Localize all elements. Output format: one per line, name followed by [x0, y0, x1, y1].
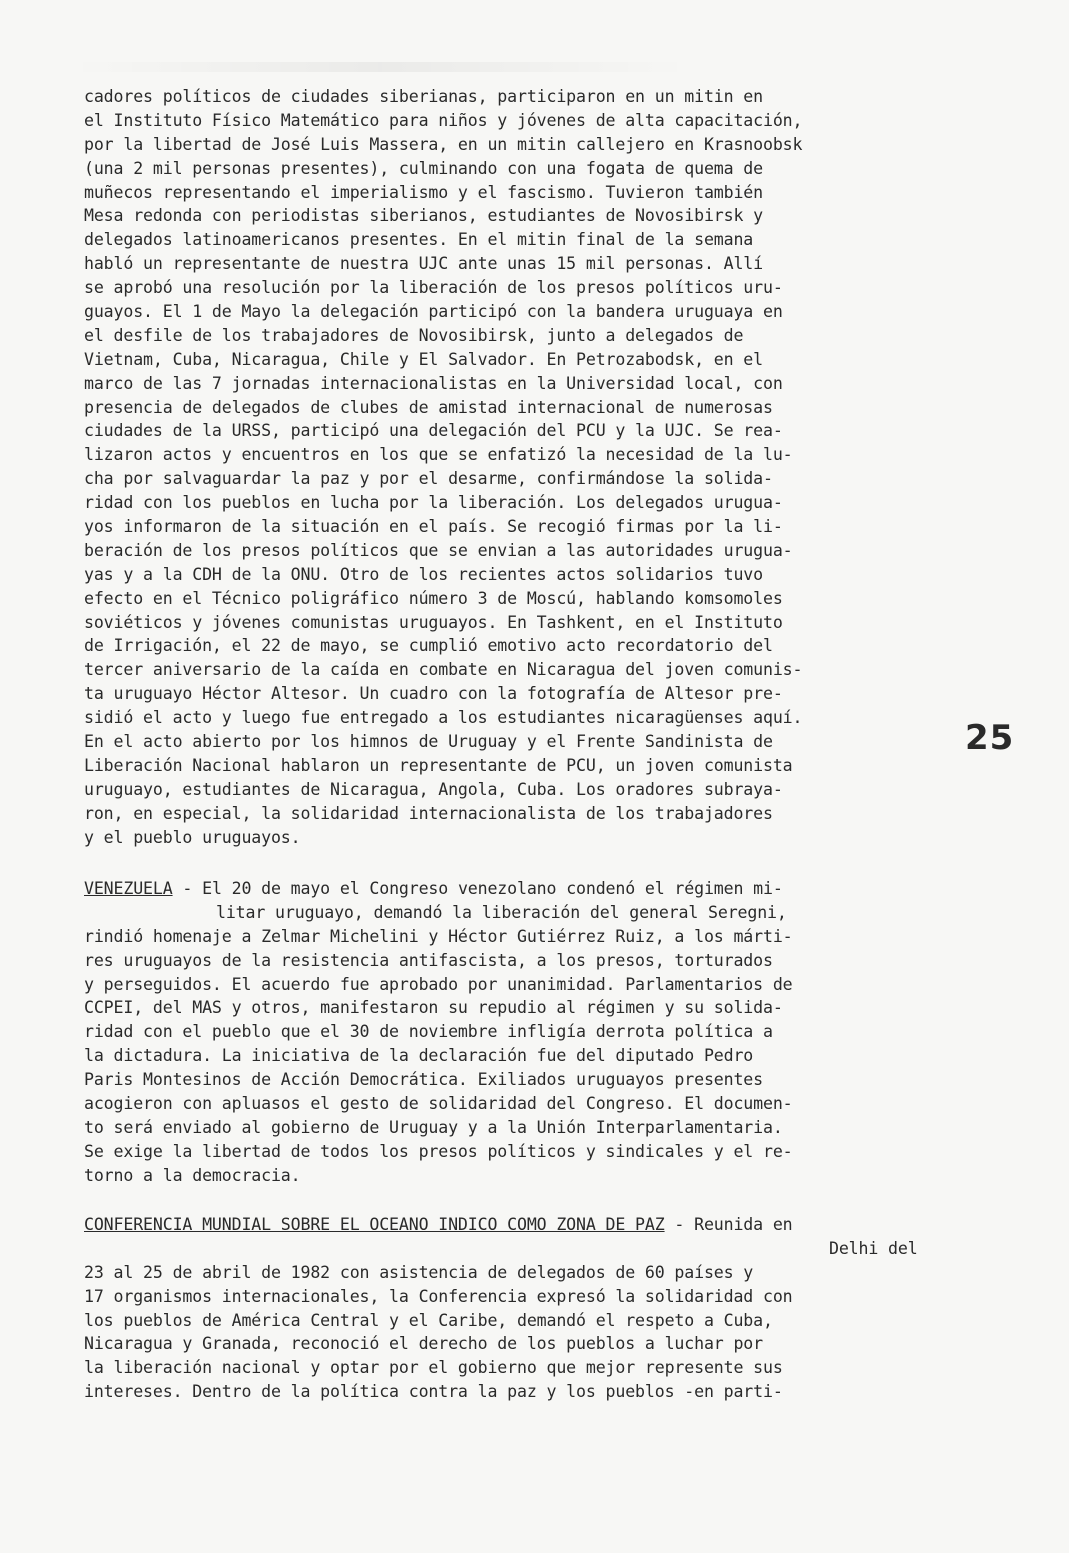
text-line: cha por salvaguardar la paz y por el desarme, confirmándose la solida- [84, 469, 773, 489]
text-line: En el acto abierto por los himnos de Uruguay y el Frente Sandinista de [84, 732, 773, 752]
text-line: habló un representante de nuestra UJC ante unas 15 mil personas. Allí [84, 254, 763, 274]
text-line: (una 2 mil personas presentes), culminando con una fogata de quema de [84, 158, 763, 178]
paragraph-oceano-indico [84, 1213, 959, 1404]
text-line: Vietnam, Cuba, Nicaragua, Chile y El Salvador. En Petrozabodsk, en el [84, 349, 763, 369]
text-line: Mesa redonda con periodistas siberianos, estudiantes de Novosibirsk y [84, 206, 763, 226]
text-line: Nicaragua y Granada, reconoció el derecho de los pueblos a luchar por [84, 1334, 763, 1354]
text-line: 17 organismos internacionales, la Conferencia expresó la solidaridad con [84, 1286, 793, 1306]
text-line: presencia de delegados de clubes de amistad internacional de numerosas [84, 397, 773, 417]
text-line: los pueblos de América Central y el Caribe, demandó el respeto a Cuba, [84, 1310, 773, 1330]
text-line: y el pueblo uruguayos. [84, 827, 301, 847]
text-line: sidió el acto y luego fue entregado a los estudiantes nicaragüenses aquí. [84, 708, 803, 728]
text-line: Se exige la libertad de todos los presos políticos y sindicales y el re- [84, 1141, 793, 1161]
text-line: tercer aniversario de la caída en combate en Nicaragua del joven comunis- [84, 660, 803, 680]
text-line: uruguayo, estudiantes de Nicaragua, Angola, Cuba. Los oradores subraya- [84, 779, 783, 799]
text-line: beración de los presos políticos que se envian a las autoridades urugua- [84, 540, 793, 560]
text-line: res uruguayos de la resistencia antifascista, a los presos, torturados [84, 950, 773, 970]
text-line: ta uruguayo Héctor Altesor. Un cuadro con la fotografía de Altesor pre- [84, 684, 783, 704]
text-line: Liberación Nacional hablaron un representante de PCU, un joven comunista [84, 755, 793, 775]
text-line: guayos. El 1 de Mayo la delegación participó con la bandera uruguaya en [84, 302, 783, 322]
venezuela-first-line-text: - El 20 de mayo el Congreso venezolano condenó el régimen mi- [172, 879, 783, 898]
text-line: yos informaron de la situación en el país. Se recogió firmas por la li- [84, 517, 783, 537]
text-line: se aprobó una resolución por la liberación de los presos políticos uru- [84, 278, 783, 298]
text-line: torno a la democracia. [84, 1165, 301, 1185]
text-line: y perseguidos. El acuerdo fue aprobado por unanimidad. Parlamentarios de [84, 974, 793, 994]
text-line: acogieron con apluasos el gesto de solidaridad del Congreso. El documen- [84, 1094, 793, 1114]
text-line: el desfile de los trabajadores de Novosibirsk, junto a delegados de [84, 325, 744, 345]
text-line: ron, en especial, la solidaridad internacionalista de los trabajadores [84, 803, 773, 823]
text-line: delegados latinoamericanos presentes. En el mitin final de la semana [84, 230, 754, 250]
text-line: de Irrigación, el 22 de mayo, se cumplió emotivo acto recordatorio del [84, 636, 773, 656]
text-line: muñecos representando el imperialismo y el fascismo. Tuvieron también [84, 182, 763, 202]
text-line: to será enviado al gobierno de Uruguay y a la Unión Interparlamentaria. [84, 1117, 783, 1137]
conferencia-heading: CONFERENCIA MUNDIAL SOBRE EL OCEANO INDICO COMO ZONA DE PAZ [84, 1215, 665, 1234]
venezuela-heading: VENEZUELA [84, 879, 173, 898]
text-line: el Instituto Físico Matemático para niños y jóvenes de alta capacitación, [84, 110, 803, 130]
text-line: ciudades de la URSS, participó una delegación del PCU y la UJC. Se rea- [84, 421, 783, 441]
text-line: 23 al 25 de abril de 1982 con asistencia de delegados de 60 países y [84, 1262, 754, 1282]
text-line: yas y a la CDH de la ONU. Otro de los recientes actos solidarios tuvo [84, 564, 763, 584]
text-line: la liberación nacional y optar por el gobierno que mejor represente sus [84, 1358, 783, 1378]
scan-smudge [70, 62, 690, 72]
text-line: ridad con el pueblo que el 30 de noviembre infligía derrota política a [84, 1022, 773, 1042]
conferencia-first-line-text: - Reunida en [664, 1215, 793, 1234]
text-line: cadores políticos de ciudades siberianas, participaron en un mitin en [84, 87, 763, 106]
text-line: rindió homenaje a Zelmar Michelini y Héctor Gutiérrez Ruiz, a los márti- [84, 926, 793, 946]
text-line: marco de las 7 jornadas internacionalistas en la Universidad local, con [84, 373, 783, 393]
page-number: 25 [965, 718, 1015, 758]
venezuela-first-line [84, 877, 959, 901]
text-line: la dictadura. La iniciativa de la declaración fue del diputado Pedro [84, 1046, 754, 1066]
text-line: Paris Montesinos de Acción Democrática. Exiliados uruguayos presentes [84, 1070, 763, 1090]
text-line: CCPEI, del MAS y otros, manifestaron su repudio al régimen y su solida- [84, 998, 783, 1018]
text-line: por la libertad de José Luis Massera, en un mitin callejero en Krasnoobsk [84, 134, 803, 154]
paragraph-venezuela [84, 877, 959, 1188]
paragraph-siberia [84, 85, 959, 850]
conferencia-first-line [84, 1213, 959, 1237]
conferencia-second-line: Delhi del [829, 1238, 918, 1258]
text-line: lizaron actos y encuentros en los que se enfatizó la necesidad de la lu- [84, 445, 793, 465]
text-line: litar uruguayo, demandó la liberación del general Seregni, [216, 902, 787, 922]
text-line: soviéticos y jóvenes comunistas uruguayos. En Tashkent, en el Instituto [84, 612, 783, 632]
text-line: efecto en el Técnico poligráfico número 3 de Moscú, hablando komsomoles [84, 588, 783, 608]
text-line: ridad con los pueblos en lucha por la liberación. Los delegados urugua- [84, 493, 783, 513]
text-line: intereses. Dentro de la política contra la paz y los pueblos -en parti- [84, 1382, 783, 1402]
